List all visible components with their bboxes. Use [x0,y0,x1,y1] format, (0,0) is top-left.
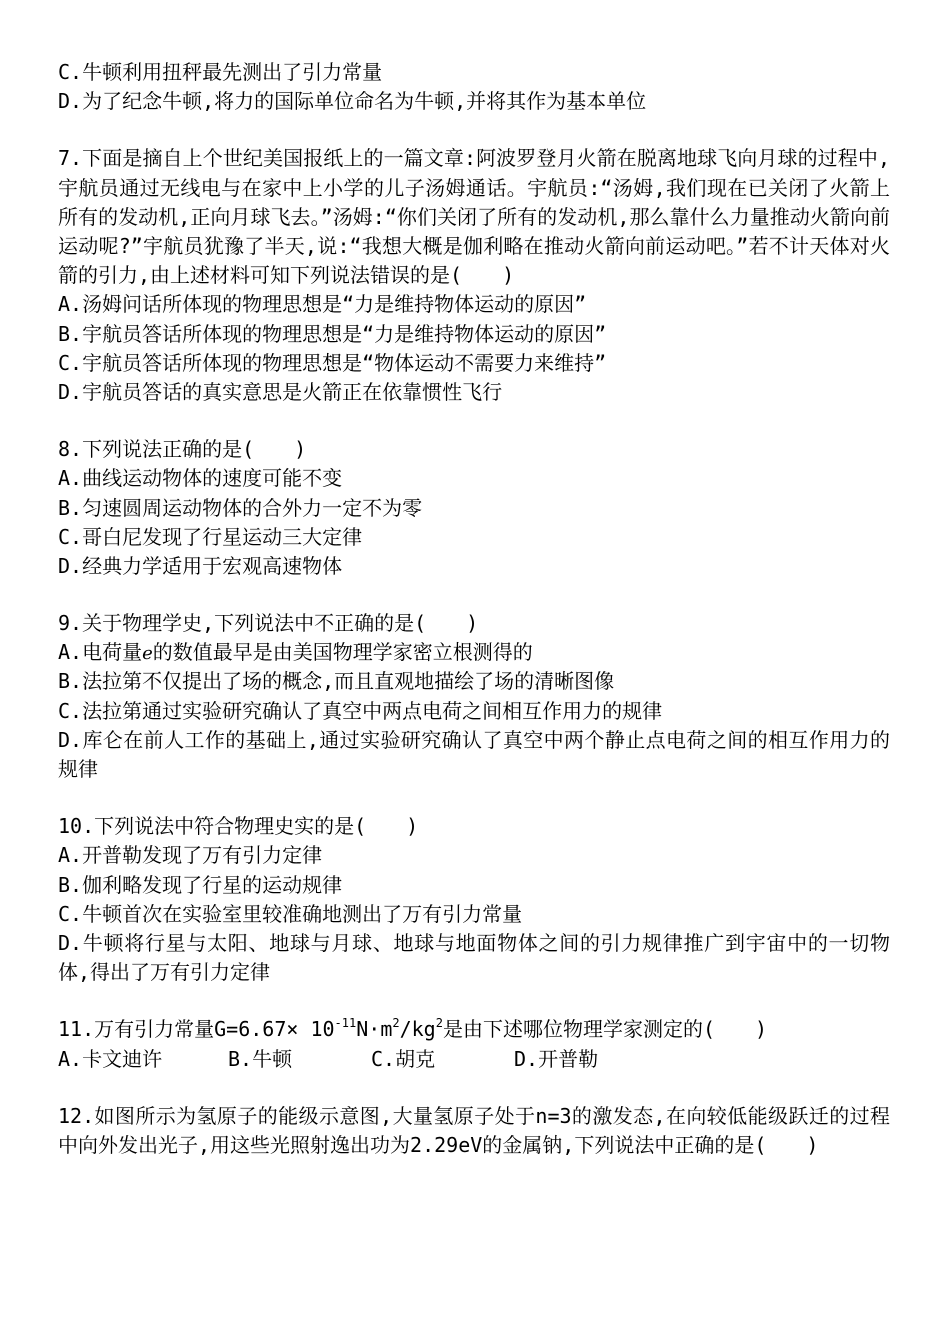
option-d: D.宇航员答话的真实意思是火箭正在依靠惯性飞行 [58,379,503,404]
question-6-tail [58,58,890,116]
question-stem: 8.下列说法正确的是( ) [58,437,307,462]
question-stem: 7.下面是摘自上个世纪美国报纸上的一篇文章:阿波罗登月火箭在脱离地球飞向月球的过程中,宇航员通过无线电与在家中上小学的儿子汤姆通话。宇航员:“汤姆,我们现在已关闭了火箭上所有的发动机,正向月球飞去。”汤姆:“你们关闭了所有的发动机,那么靠什么力量推动火箭向前运动呢?”宇航员犹豫了半天,说:“我想大概是伽利略在推动火箭向前运动吧。”若不计天体对火箭的引力,由上述材料可知下列说法错误的是( ) [58,146,890,288]
option-d: D.库仑在前人工作的基础上,通过实验研究确认了真空中两个静止点电荷之间的相互作用力的规律 [58,727,890,782]
option-c: C.牛顿首次在实验室里较准确地测出了万有引力常量 [58,901,523,926]
option-d: D.经典力学适用于宏观高速物体 [58,553,343,578]
option-b: B.宇航员答话所体现的物理思想是“力是维持物体运动的原因” [58,321,607,346]
option-a [58,638,890,667]
option-a-suffix: 的数值最早是由美国物理学家密立根测得的 [152,640,533,665]
question-stem: 10.下列说法中符合物理史实的是( ) [58,814,419,839]
option-a: A.卡文迪许 [58,1046,163,1071]
stem-unit: /kg [399,1017,436,1042]
question-stem: 12.如图所示为氢原子的能级示意图,大量氢原子处于n=3的激发态,在向较低能级跃迁的过程中向外发出光子,用这些光照射逸出功为2.29eV的金属钠,下列说法中正确的是( ) [58,1103,890,1157]
option-a: A.开普勒发现了万有引力定律 [58,843,323,868]
question-stem: 9.关于物理学史,下列说法中不正确的是( ) [58,611,479,636]
option-c: C.牛顿利用扭秤最先测出了引力常量 [58,60,383,84]
exam-page [58,58,890,1188]
question-8 [58,435,890,581]
option-a-prefix: A.电荷量 [58,640,143,665]
option-a: A.汤姆问话所体现的物理思想是“力是维持物体运动的原因” [58,292,587,317]
option-c: C.哥白尼发现了行星运动三大定律 [58,524,363,549]
option-d: D.开普勒 [514,1046,599,1071]
option-b: B.牛顿 [228,1046,293,1071]
question-stem [58,1015,890,1044]
question-12 [58,1102,890,1160]
option-b: B.伽利略发现了行星的运动规律 [58,872,343,897]
stem-prefix: 11.万有引力常量G=6.67× 10 [58,1017,335,1042]
question-9 [58,609,890,784]
option-c: C.胡克 [371,1046,436,1071]
option-b: B.匀速圆周运动物体的合外力一定不为零 [58,495,423,520]
exponent: -11 [334,1016,357,1031]
question-7 [58,144,890,407]
question-11 [58,1015,890,1073]
exponent: 2 [435,1016,443,1031]
option-d: D.为了纪念牛顿,将力的国际单位命名为牛顿,并将其作为基本单位 [58,89,647,114]
option-c: C.法拉第通过实验研究确认了真空中两点电荷之间相互作用力的规律 [58,698,663,723]
question-10 [58,812,890,987]
stem-suffix: 是由下述哪位物理学家测定的( ) [442,1017,768,1042]
exponent: 2 [392,1016,400,1031]
option-c: C.宇航员答话所体现的物理思想是“物体运动不需要力来维持” [58,350,607,375]
option-d: D.牛顿将行星与太阳、地球与月球、地球与地面物体之间的引力规律推广到宇宙中的一切物体,得出了万有引力定律 [58,930,890,985]
option-b: B.法拉第不仅提出了场的概念,而且直观地描绘了场的清晰图像 [58,669,615,694]
charge-symbol: e [142,643,153,665]
options-row [58,1045,890,1074]
stem-unit: N·m [356,1017,393,1042]
option-a: A.曲线运动物体的速度可能不变 [58,466,343,491]
